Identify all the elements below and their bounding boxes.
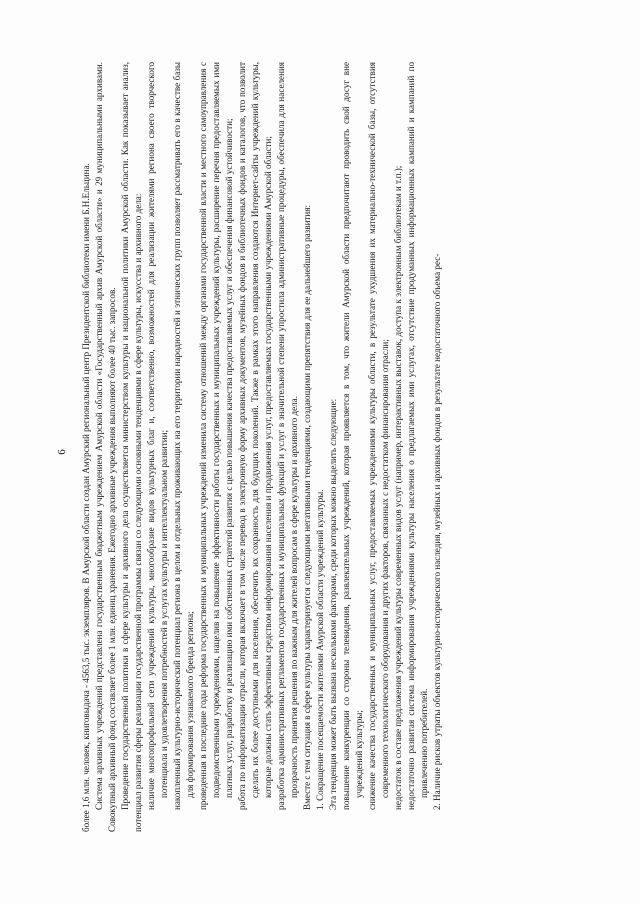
document-body xyxy=(80,62,444,832)
paragraph: разработка административных регламентов государственных и муниципальных функций и услуг в значительной степени упростила административные процедуры, обеспечила для населения прозрачность принятия решения по важным для жителей вопросам в сфере культуры и архивного дела. xyxy=(276,62,299,810)
paragraph: недостаток в составе предложения учреждений культуры современных видов услуг (например, интерактивных выставок, доступа к электронным библиотекам и т.п.); xyxy=(393,165,403,810)
page-number: 6 xyxy=(56,449,68,455)
paragraph: 2. Наличие рисков утраты объектов культурно-исторического наследия, музейных и архивных фондов в результате недостаточного объема рес- xyxy=(432,253,442,810)
paragraph: Система архивных учреждений представлена государственным бюджетным учреждением Амурской области «Государственный архив Амурской области» и 29 муниципальными архивами. Совокупный архивный фонд составляет более 1 млн. единиц хранения. Ежегодно архивные учреждения выполняют более 40 тыс. запросов. xyxy=(94,62,117,832)
paragraph: Вместе с тем ситуация в сфере культуры характеризуется следующими негативными тенденциями, создающими препятствия для ее дальнейшего развития: xyxy=(302,205,312,810)
paragraph: снижение качества государственных и муниципальных услуг, предоставляемых учреждениями культуры области, в результате ухудшения их материально-технической базы, отсутствия современного технологического оборудования и других факторов, связанных с недостатком финансирования отрасли; xyxy=(367,62,390,810)
paragraph: повышение конкуренции со стороны телевидения, развлекательных учреждений, которая проявляется в том, что жители Амурской области предпочитают проводить свой досуг вне учреждений культуры; xyxy=(341,62,364,810)
paragraph: 1. Сокращение посещаемости жителями Амурской области учреждений культуры. xyxy=(315,489,325,810)
paragraph: недостаточно развитая система информирования учреждениями культуры населения о предлагаемых ими услугах, отсутствие продуманных информационных кампаний и кампаний по привлечению потребителей. xyxy=(406,62,429,810)
rotated-text-block xyxy=(50,42,590,862)
paragraph: более 1,6 млн. человек, книговыдача - 4563,5 тыс. экземпляров. В Амурской области создан Амурский региональный центр Президентской библиотеки имени Б.Н.Ельцина. xyxy=(81,163,91,832)
paragraph: накопленный культурно-исторический потенциал региона в целом и отдельных проживающих на его территории народностей и этнических групп позволяет рассматривать его в качестве базы для формирования узнаваемого бренда региона; xyxy=(172,62,195,810)
paragraph: работа по информатизации отрасли, которая включает в том числе перевод в электронную форму архивных документов, музейных фондов и библиотечных фондов и каталогов, что позволит сделать их более доступными для населения, обеспечить их сохранность для будущих поколений. Также в рамках этого направления создаются Интернет-сайты учреждений культуры, которые должны стать эффективным средством информирования населения и продвижения услуг, предоставляемых государственными учреждениями Амурской области; xyxy=(237,62,273,810)
paragraph: Проведение государственной политики в сфере культуры и архивного дела осуществляется министерством культуры и национальной политики Амурской области. Как показывает анализ, потенциал развития сферы реализации государственной программы связан со следующими основными тенденциями в сфере культуры, искусства и архивного дела: xyxy=(120,62,143,832)
paragraph: проведенная в последние годы реформа государственных и муниципальных учреждений изменила систему отношений между органами государственной власти и местного самоуправления с подведомственными учреждениями, нацелив на повышение эффективности работы государственных и муниципальных учреждений культуры, расширение перечня предоставляемых ими платных услуг, разработку и реализацию ими собственных стратегий развития с целью повышения качества предоставляемых услуг и обеспечения финансовой устойчивости; xyxy=(198,62,234,810)
paragraph: Эта тенденция может быть вызвана несколькими факторами, среди которых можно выделить следующие: xyxy=(328,398,338,810)
paragraph: наличие многопрофильной сети учреждений культуры, многообразие видов культурных благ и, соответственно, возможностей для реализации жителями региона своего творческого потенциала и удовлетворения потребностей в услугах культуры и интеллектуальном развитии; xyxy=(146,62,169,810)
